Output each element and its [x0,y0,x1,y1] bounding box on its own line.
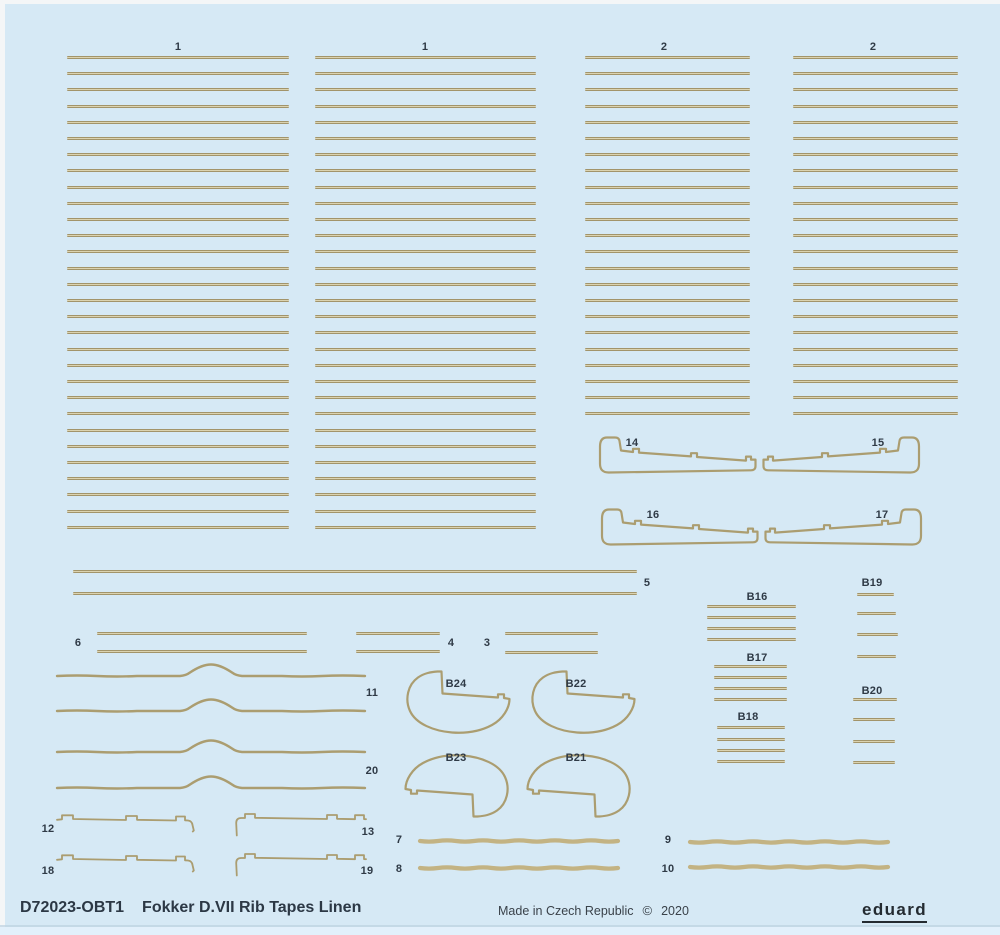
tape-strip [585,250,750,253]
hump-strip [57,700,365,712]
tape-strip [793,234,958,237]
tape-strip [315,380,536,383]
tape-strip [585,202,750,205]
tape-strip [585,153,750,156]
part-label: 13 [361,826,375,838]
tape-strip [67,510,289,513]
tape-strip [793,364,958,367]
tape-strip [585,186,750,189]
hump-strip [57,741,365,753]
part-label: 20 [365,765,379,777]
part-label: 18 [41,865,55,877]
wavy-tape [690,841,888,842]
tape-strip [315,218,536,221]
sheet-edge-left [0,0,5,935]
tape-strip [793,186,958,189]
tape-strip [67,234,289,237]
tape-strip [73,570,637,573]
tape-strip [67,396,289,399]
hump-strip [57,777,365,789]
tape-strip [67,105,289,108]
tape-strip [315,137,536,140]
wavy-tape [420,867,618,868]
tape-strip [793,412,958,415]
tape-strip [585,56,750,59]
tape-strip [315,121,536,124]
tape-strip [67,315,289,318]
tape-strip [585,121,750,124]
tape-strip [315,186,536,189]
part-label: 1 [421,41,429,53]
tape-strip [67,250,289,253]
tape-strip [585,267,750,270]
part-label: B23 [445,752,467,764]
hump-strip [57,665,365,677]
wavy-tape [690,866,888,867]
tape-strip [315,331,536,334]
tape-strip [585,299,750,302]
tape-strip [315,72,536,75]
tape-strip [585,88,750,91]
made-in-label [498,903,689,918]
tape-strip [717,749,785,752]
tape-strip [67,88,289,91]
tape-strip [315,348,536,351]
tape-strip [707,627,796,630]
tape-strip [793,250,958,253]
part-label: 19 [360,865,374,877]
tape-strip [717,726,785,729]
tape-strip [67,445,289,448]
tape-strip [315,364,536,367]
tape-strip [67,493,289,496]
tape-strip [315,445,536,448]
tape-strip [707,638,796,641]
tape-strip [315,315,536,318]
tape-strip [315,202,536,205]
rib-profile-outline [764,438,920,473]
tape-strip [315,56,536,59]
tape-strip [67,461,289,464]
part-label: 4 [447,637,455,649]
tape-strip [793,202,958,205]
tape-strip [707,605,796,608]
tape-strip [315,493,536,496]
tape-strip [67,218,289,221]
tape-strip [585,348,750,351]
tape-strip [585,137,750,140]
part-label: B24 [445,678,467,690]
tape-strip [315,88,536,91]
tape-strip [315,153,536,156]
part-label: 14 [625,437,639,449]
copyright-icon: © [642,903,653,918]
tape-strip [67,153,289,156]
tape-strip [793,299,958,302]
tape-strip [793,153,958,156]
part-label: 10 [661,863,675,875]
part-label: 5 [643,577,651,589]
tape-strip [585,331,750,334]
tape-strip [793,380,958,383]
part-label: B21 [565,752,587,764]
tape-strip [585,234,750,237]
tape-strip [315,299,536,302]
part-label: 11 [365,687,379,699]
part-label: 12 [41,823,55,835]
tape-strip [67,380,289,383]
tape-strip [67,186,289,189]
tape-strip [585,412,750,415]
tabbed-tape-outline [236,814,366,836]
tape-strip [853,698,897,701]
tape-strip [793,315,958,318]
tape-strip [793,105,958,108]
rib-profile-outline [600,438,756,473]
part-label: B22 [565,678,587,690]
tape-strip [793,88,958,91]
tape-strip [714,676,787,679]
tape-strip [67,412,289,415]
tape-strip [717,760,785,763]
tape-strip [585,283,750,286]
tape-strip [67,331,289,334]
rib-profile-outline [766,510,922,545]
tabbed-tape-outline [57,855,194,871]
sheet-edge-bottom-strip [0,927,1000,935]
tape-strip [315,429,536,432]
tape-strip [793,348,958,351]
wingtip-tape-outline [406,755,508,816]
tape-strip [67,121,289,124]
tape-strip [315,105,536,108]
tape-strip [714,687,787,690]
part-label: B19 [861,577,883,589]
part-label: 17 [875,509,889,521]
tape-strip [67,364,289,367]
tape-strip [793,169,958,172]
tape-strip [585,315,750,318]
tape-strip [793,267,958,270]
tape-strip [356,632,440,635]
tape-strip [857,593,894,596]
tape-strip [793,283,958,286]
tape-strip [315,283,536,286]
tape-strip [97,632,307,635]
tape-strip [67,526,289,529]
tape-strip [793,396,958,399]
tape-strip [73,592,637,595]
tape-strip [315,477,536,480]
tape-strip [585,364,750,367]
tape-strip [793,72,958,75]
tape-strip [67,267,289,270]
tabbed-tape-outline [236,854,366,876]
tape-strip [857,612,896,615]
tape-strip [505,651,598,654]
part-label: B18 [737,711,759,723]
tape-strip [853,718,895,721]
tape-strip [315,396,536,399]
tape-strip [853,740,895,743]
part-label: B16 [746,591,768,603]
wavy-tape [420,840,618,841]
product-title: Fokker D.VII Rib Tapes Linen [142,899,362,916]
tape-strip [315,526,536,529]
part-label: 9 [664,834,672,846]
tape-strip [315,412,536,415]
tape-strip [714,665,787,668]
tape-strip [857,633,898,636]
year-text: 2020 [661,904,689,918]
part-label: 7 [395,834,403,846]
made-in-text: Made in Czech Republic [498,904,634,918]
tape-strip [585,169,750,172]
part-label: 2 [869,41,877,53]
part-label: B17 [746,652,768,664]
tape-strip [585,380,750,383]
tape-strip [793,218,958,221]
part-label: 16 [646,509,660,521]
tape-strip [793,331,958,334]
tape-strip [505,632,598,635]
tape-strip [67,283,289,286]
tape-strip [67,299,289,302]
tabbed-tape-outline [57,815,194,831]
tape-strip [585,105,750,108]
product-label [20,899,361,917]
tape-strip [585,396,750,399]
tape-strip [97,650,307,653]
tape-strip [585,72,750,75]
tape-strip [67,429,289,432]
tape-strip [356,650,440,653]
tape-strip [315,461,536,464]
rib-profile-outline [602,510,758,545]
tape-strip [315,234,536,237]
product-code: D72023-OBT1 [20,899,125,916]
part-label: 2 [660,41,668,53]
tape-strip [67,202,289,205]
tape-strip [67,169,289,172]
part-label: 8 [395,863,403,875]
tape-strip [714,698,787,701]
tape-strip [793,137,958,140]
part-label: 15 [871,437,885,449]
tape-strip [67,56,289,59]
wingtip-tape-outline [528,755,630,816]
tape-strip [853,761,895,764]
part-label: 6 [74,637,82,649]
tape-strip [67,72,289,75]
tape-strip [793,121,958,124]
part-label: 1 [174,41,182,53]
tape-strip [857,655,896,658]
tape-strip [707,616,796,619]
part-label: B20 [861,685,883,697]
tape-strip [67,477,289,480]
tape-strip [315,267,536,270]
tape-strip [315,169,536,172]
tape-strip [793,56,958,59]
brand-logo: eduard [862,900,927,923]
tape-strip [717,738,785,741]
tape-strip [315,250,536,253]
tape-strip [315,510,536,513]
tape-strip [585,218,750,221]
sheet-edge-top [0,0,1000,4]
part-label: 3 [483,637,491,649]
tape-strip [67,137,289,140]
tape-strip [67,348,289,351]
